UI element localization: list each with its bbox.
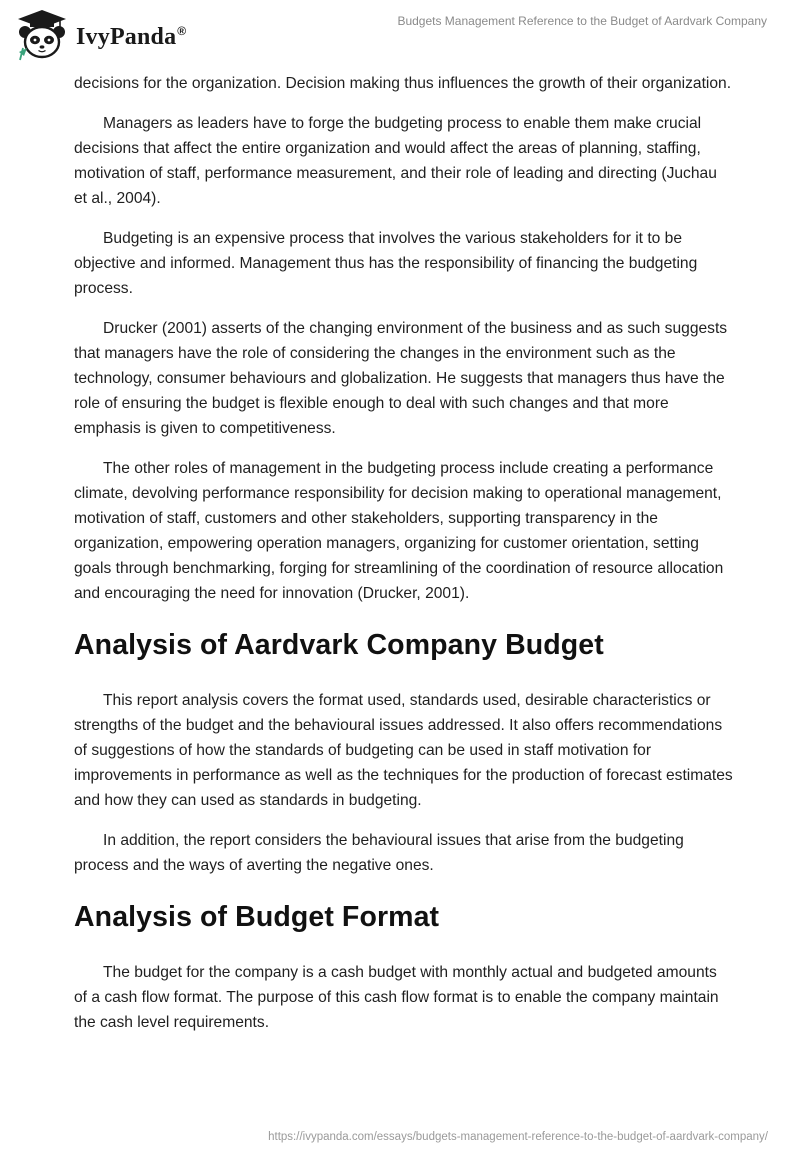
paragraph: Managers as leaders have to forge the budgeting process to enable them make crucial decisions that affect the entire organization and would affect the areas of planning, staffing, motivation of staff, performance measurement, and their role of leading and directing (Juchau et al., 2004). [74,115,717,207]
paragraph: The budget for the company is a cash budget with monthly actual and budgeted amounts of a cash flow format. The purpose of this cash flow format is to enable the company maintain the cash level requirements. [74,964,719,1031]
paragraph: decisions for the organization. Decision making thus influences the growth of their organization. [74,75,732,92]
source-url-link[interactable]: https://ivypanda.com/essays/budgets-management-reference-to-the-budget-of-aardvark-company/ [268,1131,768,1143]
ivypanda-logo[interactable] [14,8,186,62]
logo-wordmark: IvyPanda® [76,23,187,50]
paragraph: Budgeting is an expensive process that involves the various stakeholders for it to be objective and informed. Management thus has the responsibility of financing the budgeting process. [74,230,698,297]
paragraph: The other roles of management in the budgeting process include creating a performance climate, devolving performance responsibility for decision making to operational management, motivation of staff, customers and other stakeholders, supporting transparency in the organization, empowering operation managers, organizing for customer orientation, setting goals through benchmarking, forging for streamlining of the coordination of resource allocation and encouraging the need for innovation (Drucker, 2001). [74,460,724,602]
section-heading: Analysis of Aardvark Company Budget [74,629,604,661]
paragraph: This report analysis covers the format used, standards used, desirable characteristics or strengths of the budget and the behavioural issues addressed. It also offers recommendations of suggestions of how the standards of budgeting can be used in staff motivation for improvements in performance as well as the techniques for the production of forecast estimates and how they can used as standards in budgeting. [74,692,733,809]
document-title: Budgets Management Reference to the Budget of Aardvark Company [397,14,767,28]
page-header [0,0,800,70]
panda-graduate-icon [14,8,70,62]
section-heading: Analysis of Budget Format [74,901,440,933]
paragraph: In addition, the report considers the behavioural issues that arise from the budgeting process and the ways of averting the negative ones. [74,832,684,874]
article-body [74,71,734,1050]
paragraph: Drucker (2001) asserts of the changing environment of the business and as such suggests that managers have the role of considering the changes in the environment such as the technology, consumer behaviours and globalization. He suggests that managers thus have the role of ensuring the budget is flexible enough to deal with such changes and that more emphasis is given to competitiveness. [74,320,728,437]
